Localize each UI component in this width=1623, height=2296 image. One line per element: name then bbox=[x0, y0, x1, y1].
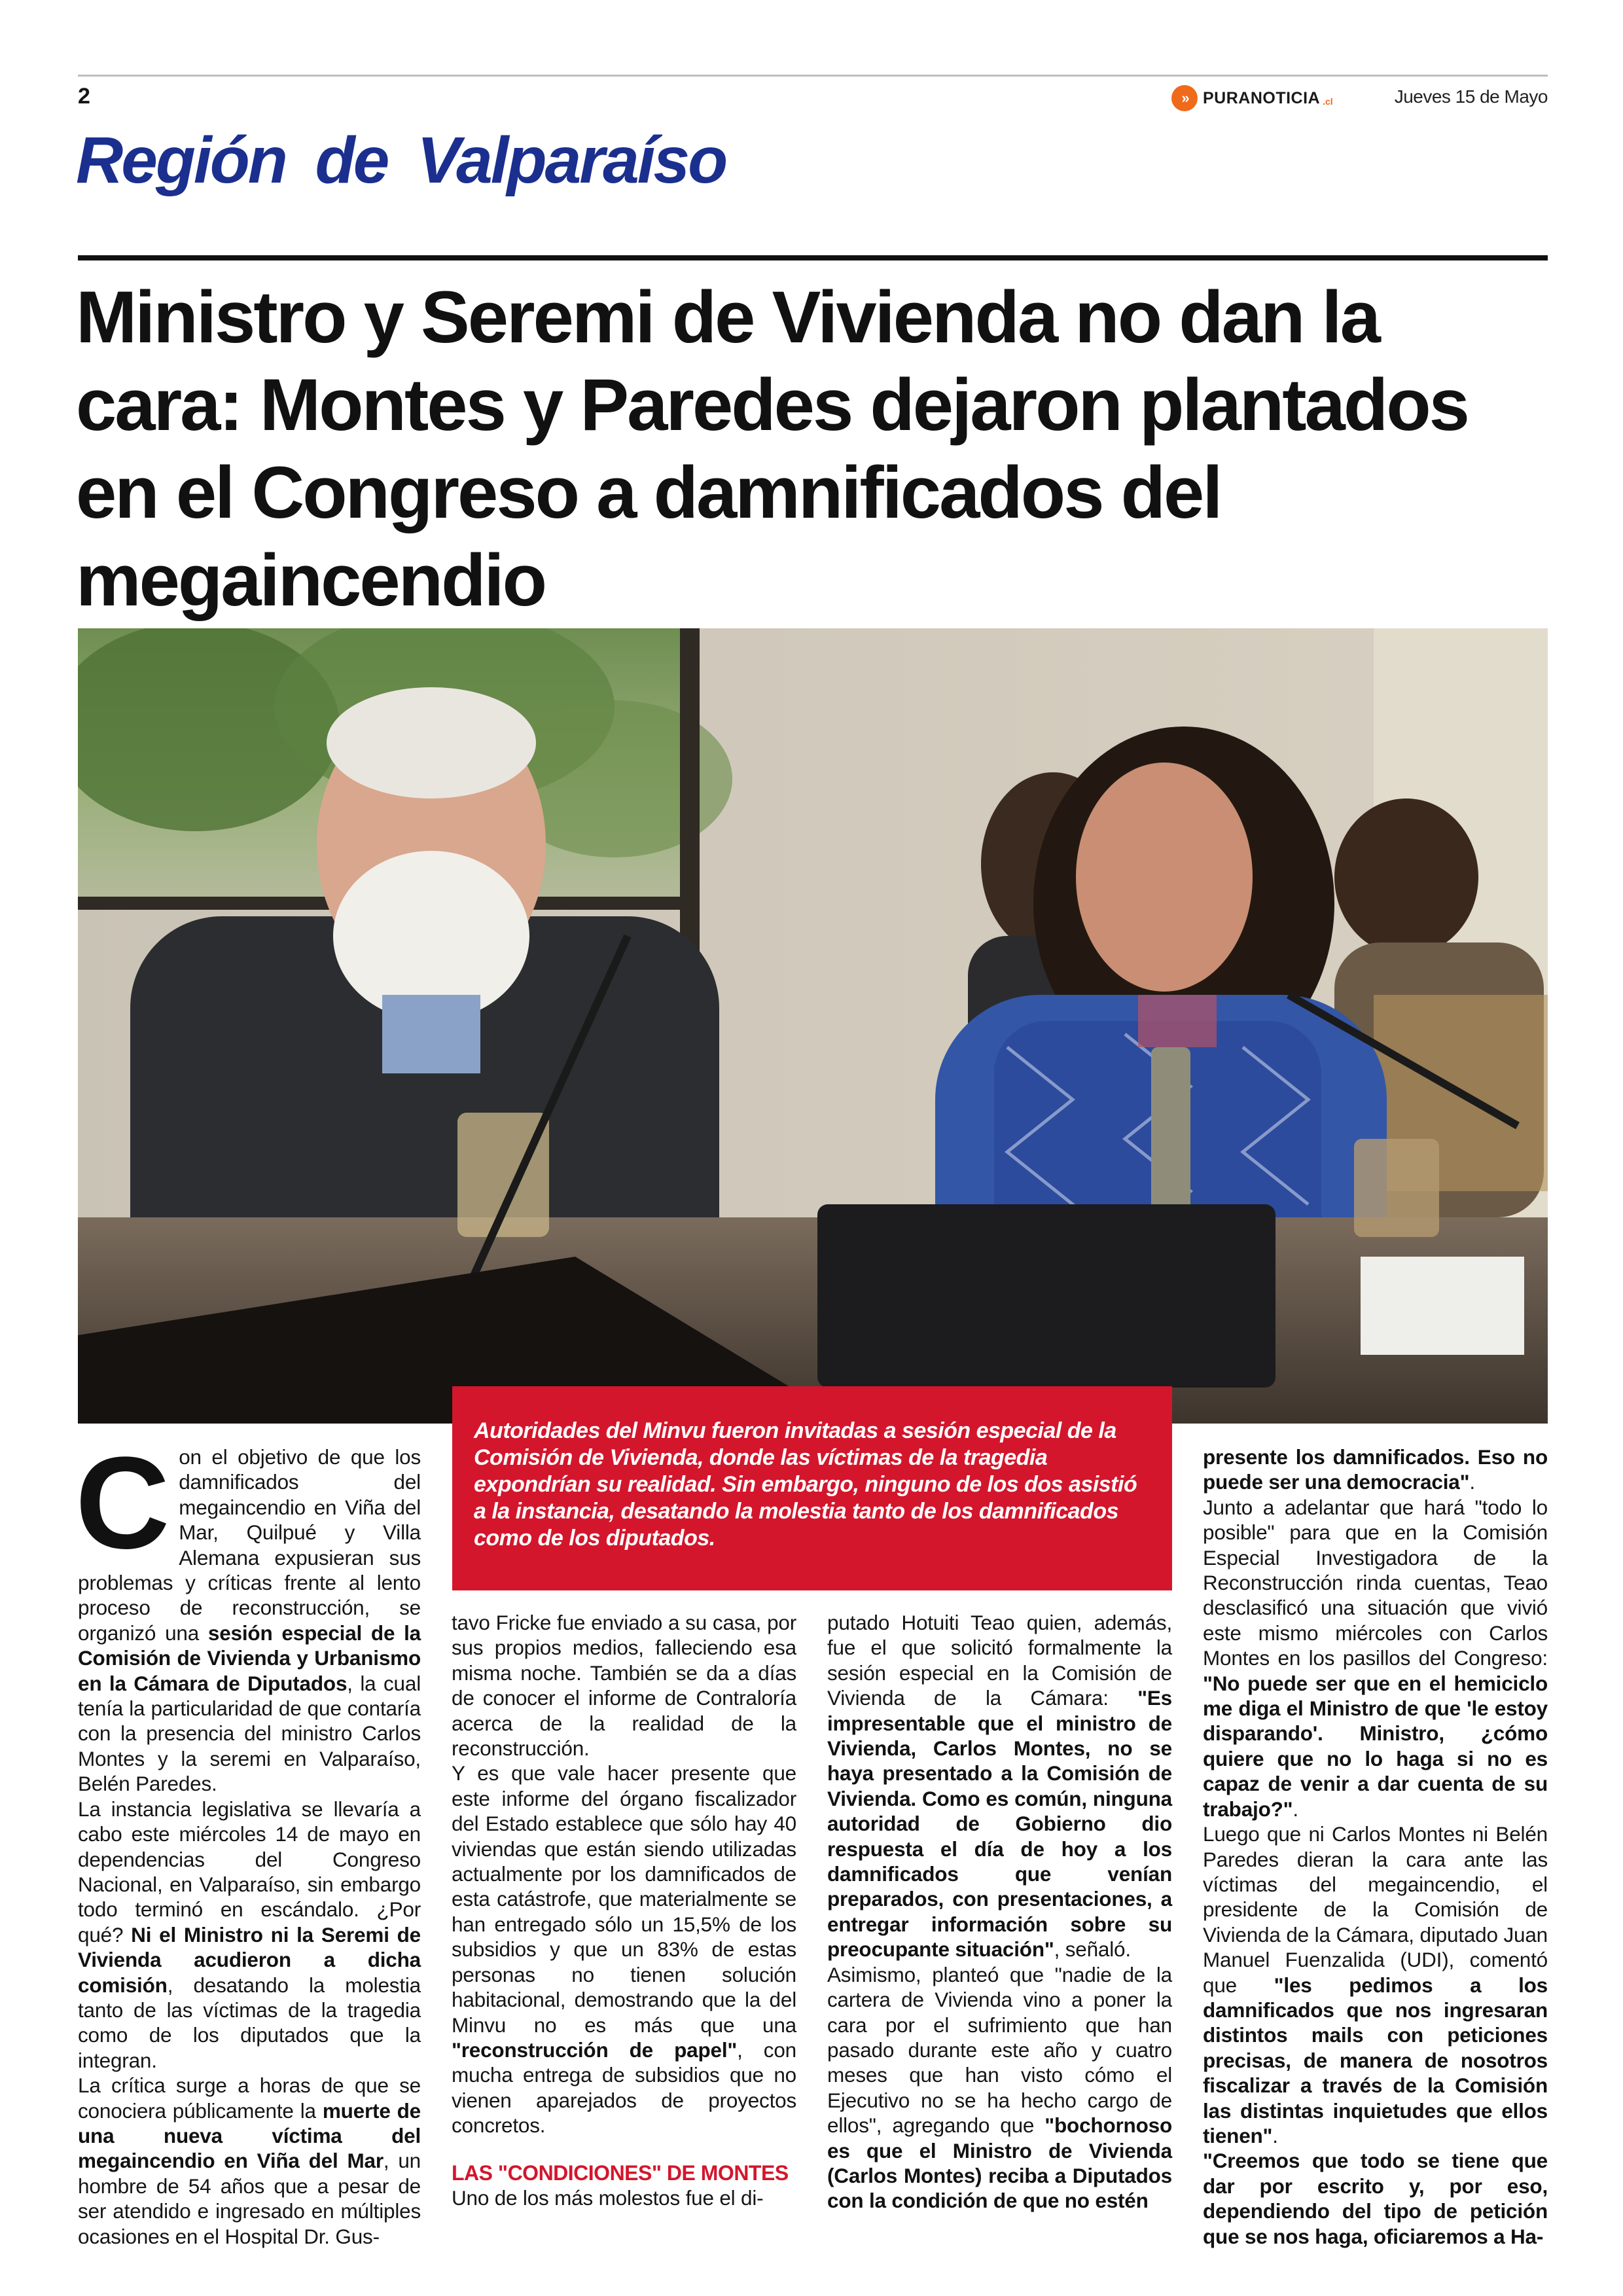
paragraph: La crítica surge a horas de que se conociera públicamente la muerte de una nueva víctima del megaincendio en Viña del Mar, un hombre de 54 años que a pesar de ser atendido e ingresado en múltiples ocasiones en el Hospital Dr. Gus- bbox=[78, 2073, 421, 2248]
paragraph: tavo Fricke fue enviado a su casa, por sus propios medios, falleciendo esa misma noche. También se da a días de conocer el informe de Contraloría acerca de la realidad de la reconstrucción. bbox=[452, 1611, 796, 1761]
paragraph: presente los damnificados. Eso no puede ser una democracia". bbox=[1203, 1445, 1548, 1494]
page-number: 2 bbox=[78, 84, 90, 109]
article-column-3 bbox=[827, 1610, 1172, 2214]
paragraph: Uno de los más molestos fue el di- bbox=[452, 2185, 764, 2210]
issue-date: Jueves 15 de Mayo bbox=[1394, 86, 1548, 107]
logo-text: PURANOTICIA bbox=[1203, 88, 1321, 107]
paragraph: putado Hotuiti Teao quien, además, fue el que solicitó formalmente la sesión especial en la Comisión de Vivienda de la Cámara: "Es impresentable que el ministro de Vivienda, Carlos Montes, no se haya presentado a la Comisión de Vivienda. Como es común, ninguna autoridad de Gobierno dio respuesta el día de hoy a los damnificados que venían preparados, con presentaciones, a entregar información sobre su preocupante situación", señaló. bbox=[827, 1611, 1172, 1962]
photo-caption: Autoridades del Minvu fueron invitadas a sesión especial de la Comisión de Vivienda, donde las víctimas de la tragedia expondrían su realidad. Sin embargo, ninguno de los dos asistió a la instancia, desatando la molestia tanto de los damnificados como de los diputados. bbox=[452, 1386, 1172, 1590]
paragraph: Luego que ni Carlos Montes ni Belén Paredes dieran la cara ante las víctimas del megaincendio, el presidente de la Comisión de Vivienda de la Cámara, diputado Juan Manuel Fuenzalida (UDI), comentó que "les pedimos a los damnificados que nos ingresaran distintos mails con peticiones precisas, de manera de nosotros fiscalizar a través de la Comisión las distintas inquietudes que ellos tienen". bbox=[1203, 1822, 1548, 2147]
article-column-1 bbox=[75, 1430, 421, 2249]
paragraph: Con el objetivo de que los damnificados del megaincendio en Viña del Mar, Quilpué y Villa Alemana expusieran sus problemas y críticas frente al lento proceso de reconstrucción, se organizó una sesión especial de la Comisión de Vivienda y Urbanismo en la Cámara de Diputados, la cual tenía la particularidad de que contaría con la presencia del ministro Carlos Montes y la seremi en Valparaíso, Belén Paredes. bbox=[75, 1430, 421, 1796]
logo-chevron-icon: » bbox=[1171, 85, 1198, 111]
article-column-4 bbox=[1203, 1444, 1548, 2249]
section-rule bbox=[78, 255, 1548, 260]
article-column-2 bbox=[452, 1610, 796, 2210]
paragraph: "Creemos que todo se tiene que dar por escrito y, por eso, dependiendo del tipo de petición que se nos haga, oficiaremos a Ha- bbox=[1203, 2149, 1548, 2248]
top-divider bbox=[78, 75, 1548, 77]
logo-suffix: .cl bbox=[1323, 96, 1333, 107]
paragraph: La instancia legislativa se llevaría a cabo este miércoles 14 de mayo en dependencias del Congreso Nacional, en Valparaíso, sin embargo todo terminó en escándalo. ¿Por qué? Ni el Ministro ni la Seremi de Vivienda acudieron a dicha comisión, desatando la molestia tanto de las víctimas de la tragedia como de los diputados que la integran. bbox=[78, 1797, 421, 2072]
drop-cap: C bbox=[75, 1430, 170, 1576]
photo-congress-session bbox=[78, 628, 1548, 1424]
subheading: LAS "CONDICIONES" DE MONTES bbox=[452, 2161, 789, 2185]
article-headline: Ministro y Seremi de Vivienda no dan la cara: Montes y Paredes dejaron plantados en el Congreso a damnificados del megaincendio bbox=[76, 276, 1468, 621]
section-title: Región de Valparaíso bbox=[76, 124, 726, 197]
paragraph: Asimismo, planteó que "nadie de la cartera de Vivienda vino a poner la cara por el sufrimiento que han pasado durante este año y cuatro meses que han visto cómo el Ejecutivo no se ha hecho cargo de ellos", agregando que "bochornoso es que el Ministro de Vivienda (Carlos Montes) reciba a Diputados con la condición de que no estén bbox=[827, 1962, 1172, 2213]
puranoticia-logo[interactable] bbox=[1171, 85, 1333, 111]
paragraph: Junto a adelantar que hará "todo lo posible" para que en la Comisión Especial Investigadora de la Reconstrucción rinda cuentas, Teao desclasificó una situación que vivió este mismo miércoles con Carlos Montes en los pasillos del Congreso: "No puede ser que en el hemiciclo me diga el Ministro de que 'le estoy disparando'. Ministro, ¿cómo quiere que no lo haga si no es capaz de venir a dar cuenta de su trabajo?". bbox=[1203, 1495, 1548, 1821]
paragraph: Y es que vale hacer presente que este informe del órgano fiscalizador del Estado establece que sólo hay 40 viviendas que están siendo utilizadas actualmente por los damnificados de esta catástrofe, que materialmente se han entregado sólo un 15,5% de los subsidios y que un 83% de estas personas no tienen solución habitacional, demostrando que la del Minvu no es más que una "reconstrucción de papel", con mucha entrega de subsidios que no vienen aparejados de proyectos concretos. bbox=[452, 1761, 796, 2138]
